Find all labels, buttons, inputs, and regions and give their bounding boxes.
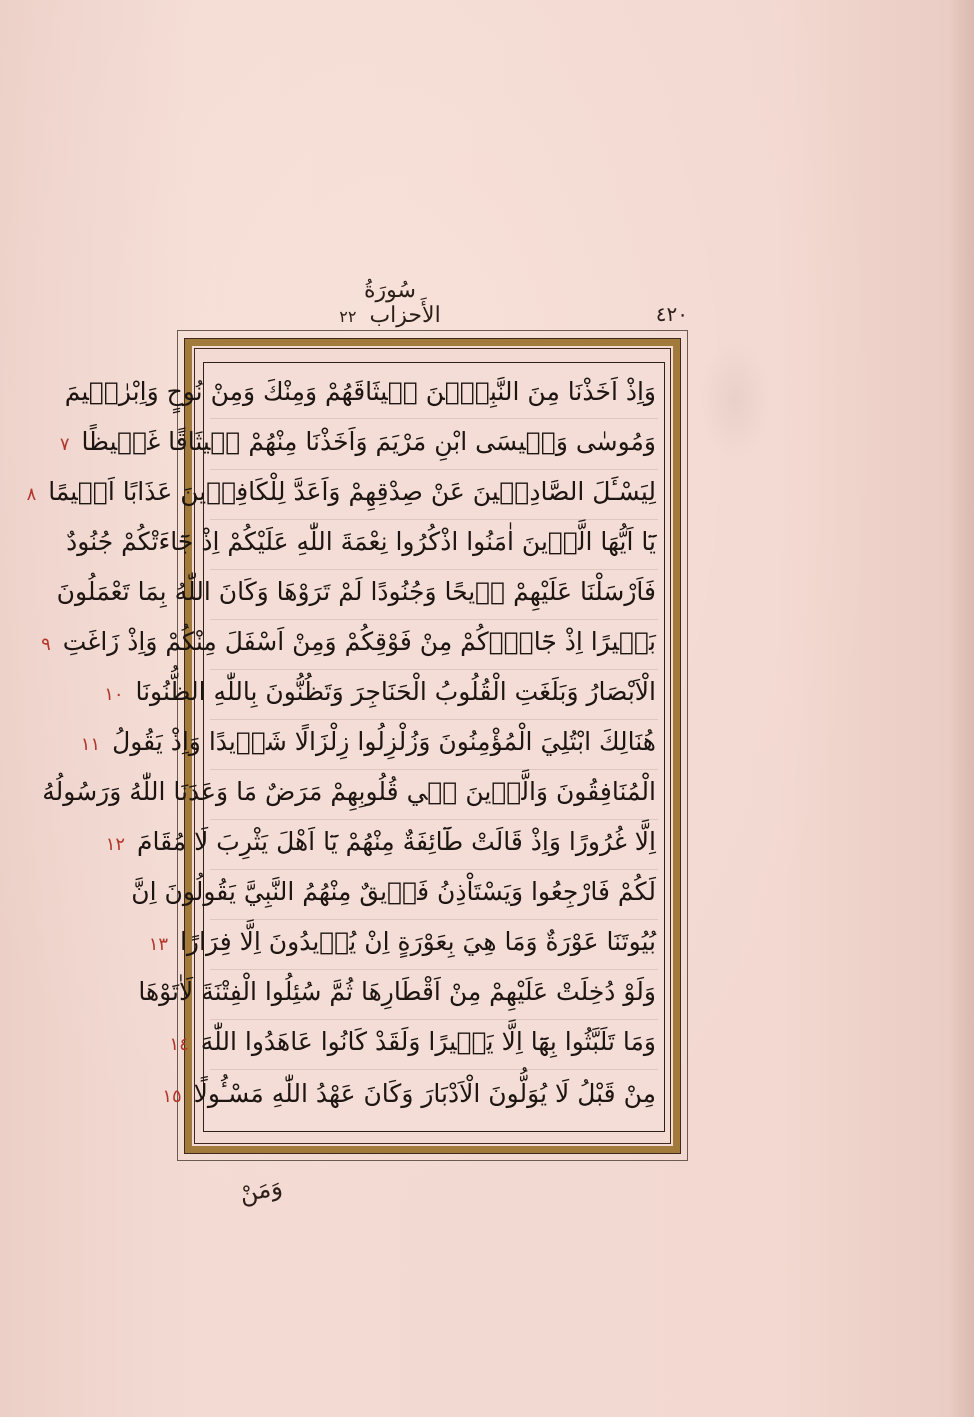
verse-marker-13: ١٣ — [148, 934, 169, 955]
surah-title — [330, 278, 450, 328]
text-line-4 — [66, 519, 656, 565]
text-line-7 — [104, 669, 656, 715]
page-number: ٤٢٠ — [655, 302, 688, 326]
line-text: بَصٖيرًا اِذْ جَٓاؤُ۫كُمْ مِنْ فَوْقِكُمْ وَمِنْ اَسْفَلَ مِنْكُمْ وَاِذْ زَاغَتِ — [62, 627, 656, 656]
text-line-8 — [80, 719, 656, 765]
text-line-15 — [162, 1071, 656, 1117]
line-text: وَلَوْ دُخِلَتْ عَلَيْهِمْ مِنْ اَقْطَارِهَا ثُمَّ سُئِلُوا الْفِتْنَةَ لَاٰتَوْهَا — [138, 977, 656, 1006]
verse-marker-12: ١٢ — [105, 834, 126, 855]
text-line-6 — [41, 619, 656, 665]
text-line-12 — [148, 919, 656, 965]
catchword: وَمَنْ — [236, 1171, 285, 1209]
line-text: لِيَسْـَٔلَ الصَّادِقٖينَ عَنْ صِدْقِهِمْ وَاَعَدَّ لِلْكَافِرٖينَ عَذَابًا اَلٖيمًا — [48, 477, 656, 506]
verse-marker-15: ١٥ — [162, 1086, 182, 1107]
line-text: مِنْ قَبْلُ لَا يُوَلُّونَ الْاَدْبَارَ وَكَانَ عَهْدُ اللّٰهِ مَسْـُٔولًا — [193, 1079, 656, 1108]
text-line-5 — [56, 569, 656, 615]
bleed-through-ornament — [700, 340, 770, 460]
line-divider — [210, 1069, 658, 1070]
line-text: اِلَّا غُرُورًا وَاِذْ قَالَتْ طَٓائِفَةٌ مِنْهُمْ يَٓا اَهْلَ يَثْرِبَ لَا مُقَامَ — [137, 827, 656, 856]
text-block — [26, 362, 665, 1132]
text-line-10 — [105, 819, 656, 865]
line-text: فَاَرْسَلْنَا عَلَيْهِمْ رٖيحًا وَجُنُودًا لَمْ تَرَوْهَا وَكَانَ اللّٰهُ بِمَا تَعْمَلُونَ — [56, 577, 656, 606]
text-line-2 — [59, 419, 656, 465]
line-text: الْاَبْصَارُ وَبَلَغَتِ الْقُلُوبُ الْحَنَاجِرَ وَتَظُنُّونَ بِاللّٰهِ الظُّنُونَا — [135, 677, 656, 706]
line-text: وَمُوسٰى وَعٖيسَى ابْنِ مَرْيَمَ وَاَخَذْنَا مِنْهُمْ مٖيثَاقًا غَلٖيظًا — [81, 427, 656, 456]
line-text: هُنَالِكَ ابْتُلِيَ الْمُؤْمِنُونَ وَزُلْزِلُوا زِلْزَالًا شَدٖيدًا وَاِذْ يَقُولُ — [112, 727, 656, 756]
verse-marker-8: ٨ — [26, 484, 37, 505]
verse-marker-14: ١٤ — [169, 1034, 189, 1055]
line-text: لَكُمْ فَارْجِعُوا وَيَسْتَاْذِنُ فَرٖيقٌ مِنْهُمُ النَّبِيَّ يَقُولُونَ اِنَّ — [131, 877, 656, 906]
verse-marker-11: ١١ — [80, 734, 101, 755]
juz-number: ٢٢ — [339, 307, 357, 326]
surah-title-text: سُورَةُ الأَحزاب — [364, 278, 441, 328]
line-text: بُيُوتَنَا عَوْرَةٌ وَمَا هِيَ بِعَوْرَةٍ اِنْ يُرٖيدُونَ اِلَّا فِرَارًا — [179, 927, 656, 956]
line-text: وَاِذْ اَخَذْنَا مِنَ النَّبِيّٖنَ مٖيثَاقَهُمْ وَمِنْكَ وَمِنْ نُوحٍ وَاِبْرٰهٖيمَ — [64, 377, 656, 406]
text-line-11 — [131, 869, 656, 915]
text-line-9 — [42, 769, 656, 815]
text-line-14 — [169, 1019, 656, 1065]
verse-marker-9: ٩ — [41, 634, 51, 655]
line-text: الْمُنَافِقُونَ وَالَّذٖينَ فٖي قُلُوبِهِمْ مَرَضٌ مَا وَعَدَنَا اللّٰهُ وَرَسُولُهُ — [42, 777, 656, 806]
line-text: وَمَا تَلَبَّثُوا بِهَٓا اِلَّا يَسٖيرًا وَلَقَدْ كَانُوا عَاهَدُوا اللّٰهَ — [200, 1027, 656, 1056]
line-text: يَٓا اَيُّهَا الَّذٖينَ اٰمَنُوا اذْكُرُوا نِعْمَةَ اللّٰهِ عَلَيْكُمْ اِذْ جَٓاءَتْكُمْ جُنُودٌ — [66, 527, 656, 556]
verse-marker-10: ١٠ — [104, 684, 124, 705]
text-line-1 — [64, 369, 656, 415]
verse-marker-7: ٧ — [59, 434, 70, 455]
page-edge-shadow — [948, 0, 974, 1417]
text-line-3 — [26, 469, 656, 515]
text-line-13 — [138, 969, 656, 1015]
